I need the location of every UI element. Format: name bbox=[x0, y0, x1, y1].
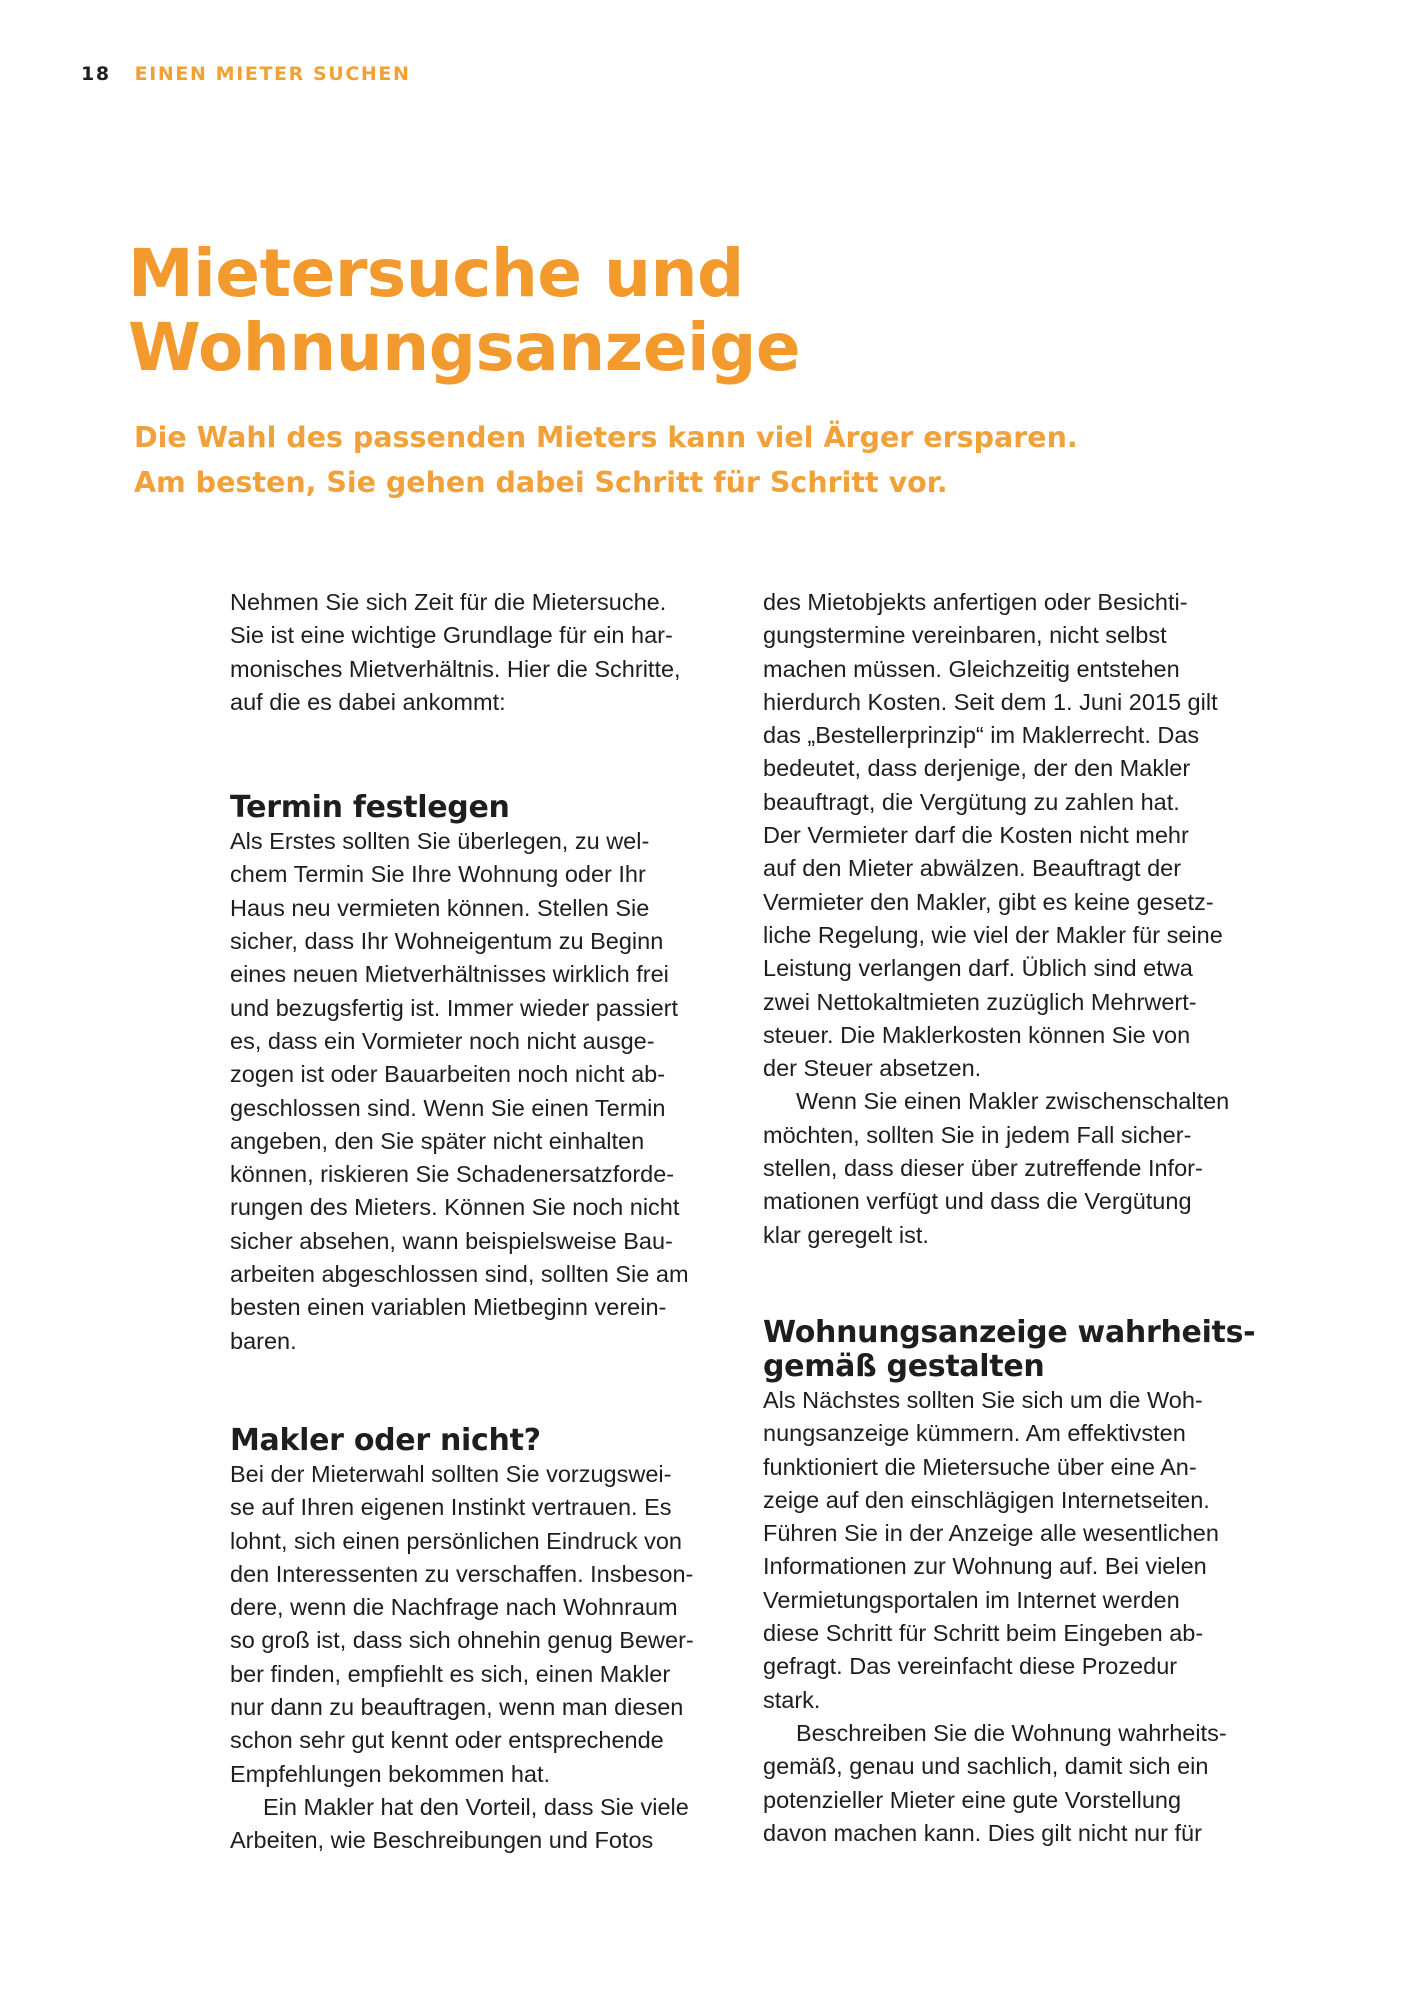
lead-paragraph bbox=[134, 415, 1078, 505]
text-line: se auf Ihren eigenen Instinkt vertrauen. Es bbox=[230, 1494, 672, 1521]
text-line: hierdurch Kosten. Seit dem 1. Juni 2015 gilt bbox=[763, 688, 1218, 715]
text-line: Vermieter den Makler, gibt es keine gesetz- bbox=[763, 888, 1214, 915]
text-line: Leistung verlangen darf. Üblich sind etwa bbox=[763, 955, 1193, 982]
section-heading-wohnungsanzeige bbox=[763, 1316, 1283, 1384]
text-line: den Interessenten zu verschaffen. Insbeson- bbox=[230, 1560, 694, 1587]
heading-line-2: gemäß gestalten bbox=[763, 1348, 1045, 1384]
text-line: chem Termin Sie Ihre Wohnung oder Ihr bbox=[230, 861, 646, 888]
page-title bbox=[128, 237, 800, 385]
text-line: monisches Mietverhältnis. Hier die Schritte, bbox=[230, 655, 681, 682]
section-heading-termin: Termin festlegen bbox=[230, 790, 510, 826]
text-line: sicher absehen, wann beispielsweise Bau- bbox=[230, 1227, 673, 1254]
text-line: Ein Makler hat den Vorteil, dass Sie viele bbox=[263, 1793, 689, 1820]
text-line: Bei der Mieterwahl sollten Sie vorzugswei- bbox=[230, 1460, 672, 1487]
text-line: Haus neu vermieten können. Stellen Sie bbox=[230, 894, 650, 921]
section-heading-makler: Makler oder nicht? bbox=[230, 1422, 541, 1458]
text-line: ber finden, empfiehlt es sich, einen Makler bbox=[230, 1660, 671, 1687]
wohnungsanzeige-paragraph bbox=[763, 1384, 1283, 1717]
text-line: dere, wenn die Nachfrage nach Wohnraum bbox=[230, 1594, 678, 1621]
wohnungsanzeige-paragraph-2 bbox=[763, 1717, 1283, 1850]
text-line: lohnt, sich einen persönlichen Eindruck von bbox=[230, 1527, 682, 1554]
text-line: Arbeiten, wie Beschreibungen und Fotos bbox=[230, 1827, 654, 1854]
text-line: möchten, sollten Sie in jedem Fall sicher- bbox=[763, 1121, 1192, 1148]
text-line: funktioniert die Mietersuche über eine An- bbox=[763, 1453, 1197, 1480]
text-line: Informationen zur Wohnung auf. Bei vielen bbox=[763, 1553, 1207, 1580]
text-line: eines neuen Mietverhältnisses wirklich frei bbox=[230, 961, 669, 988]
text-line: angeben, den Sie später nicht einhalten bbox=[230, 1127, 645, 1154]
text-line: beauftragt, die Vergütung zu zahlen hat. bbox=[763, 788, 1180, 815]
text-line: steuer. Die Maklerkosten können Sie von bbox=[763, 1021, 1191, 1048]
lead-line-2: Am besten, Sie gehen dabei Schritt für Schritt vor. bbox=[134, 466, 948, 499]
text-line: der Steuer absetzen. bbox=[763, 1055, 982, 1082]
text-line: besten einen variablen Mietbeginn verein- bbox=[230, 1294, 667, 1321]
text-line: Vermietungsportalen im Internet werden bbox=[763, 1586, 1180, 1613]
termin-paragraph bbox=[230, 825, 750, 1358]
text-line: zeige auf den einschlägigen Internetseiten. bbox=[763, 1486, 1210, 1513]
text-line: Der Vermieter darf die Kosten nicht mehr bbox=[763, 822, 1189, 849]
continued-paragraph bbox=[763, 586, 1283, 1085]
text-line: nungsanzeige kümmern. Am effektivsten bbox=[763, 1420, 1186, 1447]
page-number: 18 bbox=[81, 63, 111, 85]
text-line: davon machen kann. Dies gilt nicht nur für bbox=[763, 1819, 1202, 1846]
text-line: bedeutet, dass derjenige, der den Makler bbox=[763, 755, 1191, 782]
text-line: auf die es dabei ankommt: bbox=[230, 688, 506, 715]
text-line: gefragt. Das vereinfacht diese Prozedur bbox=[763, 1653, 1178, 1680]
text-line: Sie ist eine wichtige Grundlage für ein har- bbox=[230, 622, 673, 649]
makler-paragraph bbox=[230, 1458, 750, 1791]
text-line: können, riskieren Sie Schadenersatzforde- bbox=[230, 1161, 675, 1188]
text-line: geschlossen sind. Wenn Sie einen Termin bbox=[230, 1094, 666, 1121]
running-header bbox=[81, 63, 410, 85]
text-line: potenzieller Mieter eine gute Vorstellung bbox=[763, 1786, 1182, 1813]
text-line: so groß ist, dass sich ohnehin genug Bewer- bbox=[230, 1627, 694, 1654]
text-line: stark. bbox=[763, 1686, 821, 1713]
text-line: Beschreiben Sie die Wohnung wahrheits- bbox=[796, 1719, 1227, 1746]
text-line: es, dass ein Vormieter noch nicht ausge- bbox=[230, 1027, 655, 1054]
continued-paragraph-2 bbox=[763, 1085, 1283, 1251]
text-line: Wenn Sie einen Makler zwischenschalten bbox=[796, 1088, 1230, 1115]
text-line: klar geregelt ist. bbox=[763, 1221, 929, 1248]
text-line: auf den Mieter abwälzen. Beauftragt der bbox=[763, 855, 1182, 882]
text-line: das „Bestellerprinzip“ im Maklerrecht. Das bbox=[763, 722, 1200, 749]
text-line: sicher, dass Ihr Wohneigentum zu Beginn bbox=[230, 928, 664, 955]
text-line: zogen ist oder Bauarbeiten noch nicht ab- bbox=[230, 1061, 666, 1088]
text-line: Nehmen Sie sich Zeit für die Mietersuche. bbox=[230, 589, 667, 615]
text-line: machen müssen. Gleichzeitig entstehen bbox=[763, 655, 1180, 682]
text-line: rungen des Mieters. Können Sie noch nicht bbox=[230, 1194, 680, 1221]
text-line: Als Nächstes sollten Sie sich um die Woh- bbox=[763, 1386, 1203, 1413]
lead-line-1: Die Wahl des passenden Mieters kann viel Ärger ersparen. bbox=[134, 421, 1078, 454]
text-line: nur dann zu beauftragen, wenn man diesen bbox=[230, 1694, 684, 1721]
text-line: Empfehlungen bekommen hat. bbox=[230, 1760, 551, 1787]
text-line: Als Erstes sollten Sie überlegen, zu wel- bbox=[230, 828, 650, 855]
right-column bbox=[763, 586, 1283, 1850]
text-line: des Mietobjekts anfertigen oder Besichti- bbox=[763, 589, 1188, 615]
text-line: arbeiten abgeschlossen sind, sollten Sie am bbox=[230, 1261, 689, 1288]
text-line: diese Schritt für Schritt beim Eingeben ab- bbox=[763, 1620, 1204, 1647]
text-line: stellen, dass dieser über zutreffende Infor- bbox=[763, 1155, 1203, 1182]
makler-paragraph-2 bbox=[230, 1791, 750, 1858]
section-label: EINEN MIETER SUCHEN bbox=[134, 63, 411, 85]
title-line-2: Wohnungsanzeige bbox=[128, 309, 801, 386]
text-line: gemäß, genau und sachlich, damit sich ein bbox=[763, 1753, 1209, 1780]
text-line: schon sehr gut kennt oder entsprechende bbox=[230, 1727, 664, 1754]
left-column bbox=[230, 586, 750, 1858]
heading-line-1: Wohnungsanzeige wahrheits- bbox=[763, 1314, 1256, 1350]
text-line: liche Regelung, wie viel der Makler für seine bbox=[763, 921, 1223, 948]
intro-paragraph bbox=[230, 586, 750, 719]
text-line: und bezugsfertig ist. Immer wieder passiert bbox=[230, 994, 678, 1021]
text-line: Führen Sie in der Anzeige alle wesentlichen bbox=[763, 1520, 1219, 1547]
text-line: gungstermine vereinbaren, nicht selbst bbox=[763, 622, 1167, 649]
text-line: zwei Nettokaltmieten zuzüglich Mehrwert- bbox=[763, 988, 1197, 1015]
title-line-1: Mietersuche und bbox=[128, 235, 744, 312]
text-line: mationen verfügt und dass die Vergütung bbox=[763, 1188, 1192, 1215]
text-line: baren. bbox=[230, 1327, 297, 1354]
